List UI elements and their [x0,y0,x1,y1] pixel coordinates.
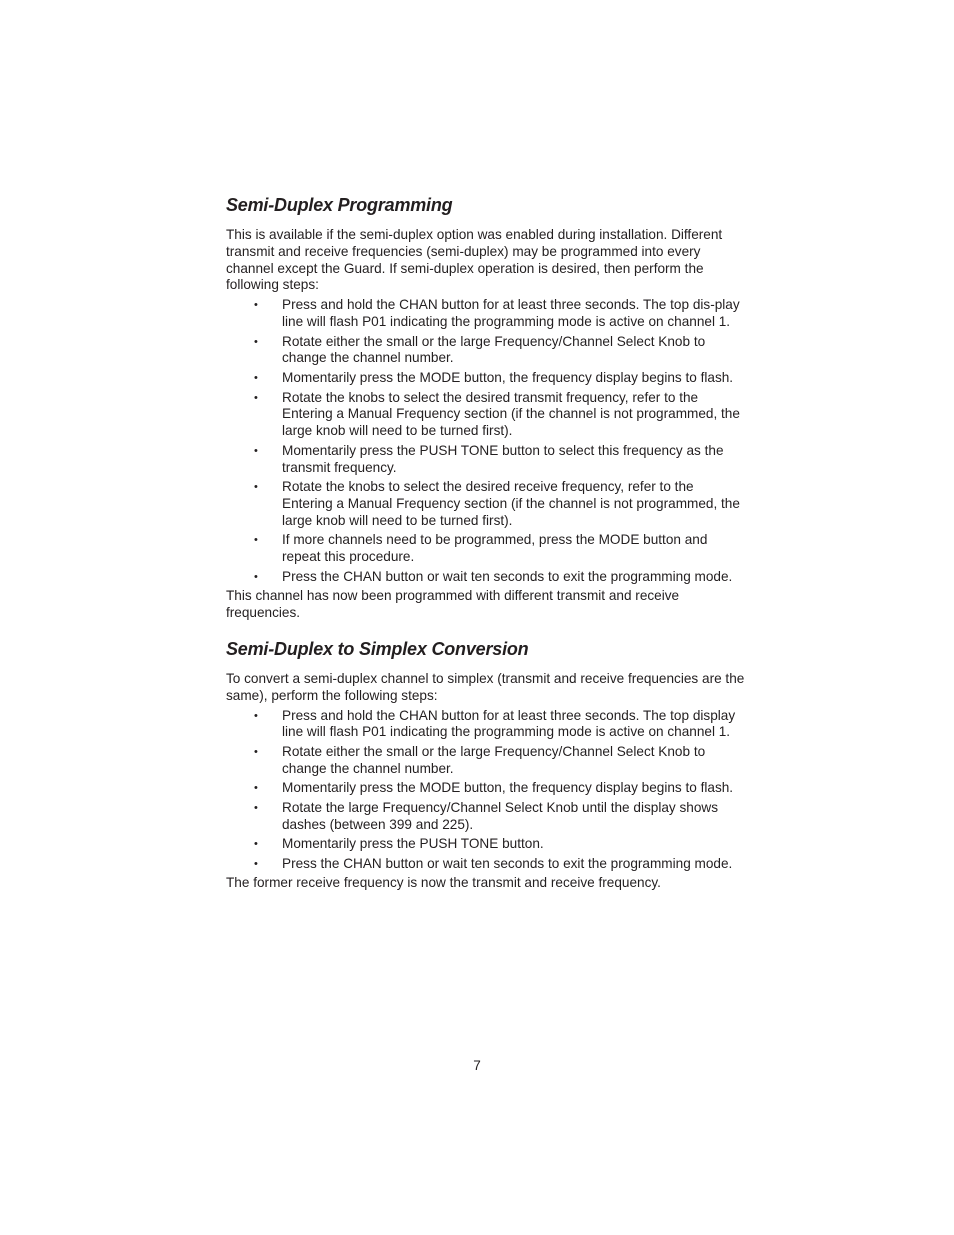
page-number: 7 [473,1058,481,1073]
list-item: • If more channels need to be programmed, press the MODE button and repeat this procedure. [254,532,708,565]
document-page [226,190,746,892]
section1-steps-list [226,297,746,585]
section2-outro: The former receive frequency is now the transmit and receive frequency. [226,875,661,891]
bullet-icon: • [254,782,258,795]
section-heading-semi-duplex-programming: Semi-Duplex Programming [226,195,453,215]
list-item: • Rotate the large Frequency/Channel Select Knob until the display shows dashes (between 399 and 225). [254,799,719,832]
bullet-icon: • [254,534,258,547]
bullet-icon: • [254,371,258,384]
list-item: • Rotate the knobs to select the desired receive frequency, refer to the Entering a Manual Frequency section (if the channel is not programmed, the large knob will need to be turned first). [254,479,740,528]
list-item: • Momentarily press the PUSH TONE button to select this frequency as the transmit frequency. [254,442,724,475]
bullet-icon: • [254,444,258,457]
list-item: • Press the CHAN button or wait ten seconds to exit the programming mode. [254,568,733,584]
bullet-icon: • [254,481,258,494]
section2-steps-list [226,708,746,873]
list-item: • Rotate the knobs to select the desired transmit frequency, refer to the Entering a Manual Frequency section (if the channel is not programmed, the large knob will need to be turned first). [254,389,740,439]
bullet-icon: • [254,335,258,348]
list-item: • Momentarily press the MODE button, the frequency display begins to flash. [254,369,734,385]
list-item: • Momentarily press the PUSH TONE button. [254,836,544,852]
list-item: • Press and hold the CHAN button for at least three seconds. The top display line will flash P01 indicating the programming mode is active on channel 1. [254,707,736,740]
list-item: • Press the CHAN button or wait ten seconds to exit the programming mode. [254,855,733,871]
list-item: • Press and hold the CHAN button for at least three seconds. The top dis-play line will flash P01 indicating the programming mode is active on channel 1. [254,297,740,329]
section1-intro: This is available if the semi-duplex option was enabled during installation. Different transmit and receive frequencies (semi-duplex) may be programmed into every channel except the Guard. If semi-duplex operation is desired, then perform the following steps: [226,227,723,293]
bullet-icon: • [254,709,258,722]
section1-outro: This channel has now been programmed with different transmit and receive frequencies. [226,588,680,621]
bullet-icon: • [254,745,258,758]
list-item: • Rotate either the small or the large Frequency/Channel Select Knob to change the channel number. [254,743,706,776]
section-heading-semi-duplex-to-simplex: Semi-Duplex to Simplex Conversion [226,638,529,659]
bullet-icon: • [254,391,258,404]
list-item: • Momentarily press the MODE button, the frequency display begins to flash. [254,780,734,796]
bullet-icon: • [254,570,258,583]
bullet-icon: • [254,801,258,814]
list-item: • Rotate either the small or the large Frequency/Channel Select Knob to change the channel number. [254,333,706,366]
bullet-icon: • [254,857,258,870]
bullet-icon: • [254,838,258,851]
bullet-icon: • [254,299,258,312]
section2-intro: To convert a semi-duplex channel to simplex (transmit and receive frequencies are the same), perform the following steps: [226,670,745,703]
